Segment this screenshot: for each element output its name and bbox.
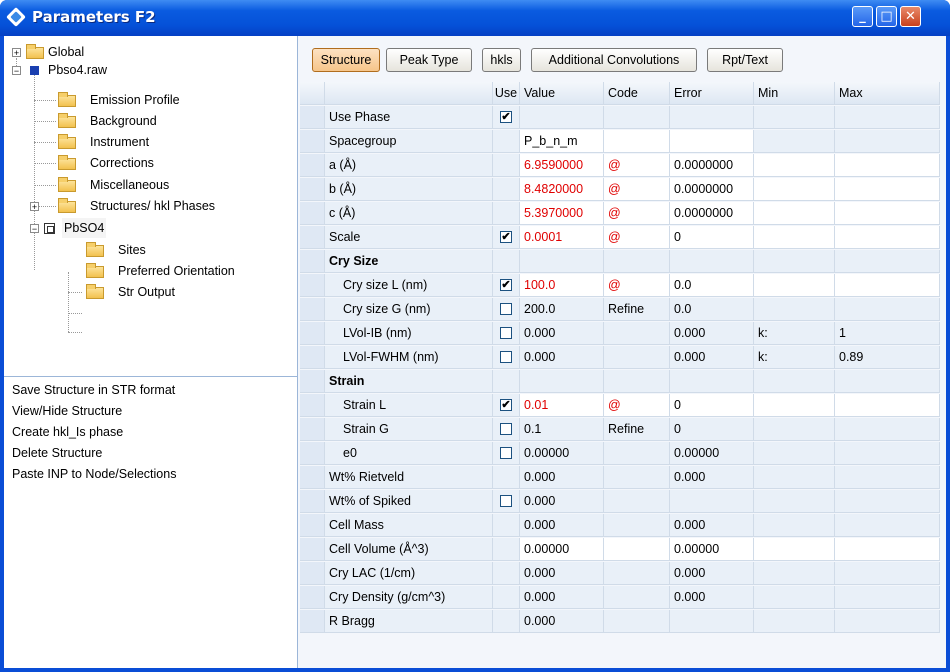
value-cell[interactable]: 200.0 [520, 298, 604, 321]
collapse-icon[interactable]: − [13, 66, 20, 76]
table-row[interactable] [300, 394, 940, 418]
row-header[interactable] [300, 370, 325, 393]
left-pane [4, 36, 298, 668]
expand-icon[interactable]: + [31, 202, 38, 212]
table-row[interactable] [300, 274, 940, 298]
folder-icon [26, 47, 44, 59]
value-cell[interactable]: 6.9590000 [520, 154, 604, 177]
table-row[interactable] [300, 514, 940, 538]
row-header-corner [300, 82, 325, 105]
min-cell[interactable] [754, 226, 835, 249]
right-pane [298, 36, 946, 668]
row-header[interactable] [300, 442, 325, 465]
max-cell[interactable] [835, 610, 940, 633]
maximize-button[interactable]: □ [876, 6, 897, 27]
expand-icon[interactable]: + [13, 48, 20, 58]
param-name: Strain L [325, 394, 493, 417]
row-header[interactable] [300, 106, 325, 129]
value-cell[interactable]: 0.1 [520, 418, 604, 441]
folder-icon [58, 95, 76, 107]
error-cell: 0.000 [670, 562, 754, 585]
app-icon [6, 7, 26, 27]
value-cell[interactable]: 0.000 [520, 346, 604, 369]
table-row[interactable] [300, 586, 940, 610]
max-cell[interactable] [835, 538, 940, 561]
code-cell[interactable] [604, 490, 670, 513]
error-cell: 0.0000000 [670, 154, 754, 177]
code-cell[interactable] [604, 250, 670, 273]
use-cell [493, 466, 520, 489]
row-header[interactable] [300, 538, 325, 561]
max-cell[interactable] [835, 394, 940, 417]
use-checkbox[interactable] [500, 423, 512, 435]
row-header[interactable] [300, 394, 325, 417]
min-cell[interactable] [754, 250, 835, 273]
code-cell[interactable] [604, 106, 670, 129]
close-button[interactable]: ✕ [900, 6, 921, 27]
min-cell[interactable] [754, 490, 835, 513]
code-cell[interactable] [604, 442, 670, 465]
collapse-icon[interactable]: − [31, 224, 38, 234]
action-paste-inp[interactable]: Paste INP to Node/Selections [12, 467, 177, 481]
error-cell [670, 106, 754, 129]
row-header[interactable] [300, 514, 325, 537]
error-cell: 0.00000 [670, 442, 754, 465]
tree-item-corrections[interactable]: Corrections [4, 153, 254, 173]
value-cell[interactable]: 5.3970000 [520, 202, 604, 225]
value-cell[interactable]: 0.01 [520, 394, 604, 417]
folder-icon [58, 116, 76, 128]
error-cell: 0.000 [670, 514, 754, 537]
min-cell[interactable] [754, 394, 835, 417]
error-cell: 0 [670, 394, 754, 417]
min-cell[interactable] [754, 106, 835, 129]
param-name: b (Å) [325, 178, 493, 201]
folder-icon [86, 287, 104, 299]
param-name: Cry Density (g/cm^3) [325, 586, 493, 609]
row-header[interactable] [300, 490, 325, 513]
table-row[interactable] [300, 442, 940, 466]
param-name: Scale [325, 226, 493, 249]
table-row[interactable] [300, 178, 940, 202]
table-row[interactable] [300, 346, 940, 370]
code-cell[interactable]: @ [604, 394, 670, 417]
tab-structure[interactable]: Structure [312, 48, 380, 72]
folder-icon [86, 266, 104, 278]
use-cell [493, 130, 520, 153]
use-cell [493, 562, 520, 585]
param-name: Spacegroup [325, 130, 493, 153]
row-header[interactable] [300, 586, 325, 609]
window-client [4, 36, 946, 668]
row-header[interactable] [300, 226, 325, 249]
row-header[interactable] [300, 130, 325, 153]
table-row[interactable] [300, 370, 940, 394]
value-cell[interactable]: 0.000 [520, 586, 604, 609]
tab-hkls[interactable]: hkls [482, 48, 521, 72]
max-cell[interactable] [835, 298, 940, 321]
use-cell[interactable] [493, 394, 520, 417]
row-header[interactable] [300, 178, 325, 201]
error-cell [670, 250, 754, 273]
tree-view[interactable] [4, 36, 297, 376]
min-cell[interactable] [754, 442, 835, 465]
value-cell[interactable]: 0.000 [520, 466, 604, 489]
table-row[interactable] [300, 490, 940, 514]
max-cell[interactable] [835, 274, 940, 297]
header-max[interactable]: Max [835, 82, 940, 105]
param-name: Use Phase [325, 106, 493, 129]
value-cell[interactable]: 100.0 [520, 274, 604, 297]
grid-header-row [300, 82, 940, 106]
code-cell[interactable] [604, 466, 670, 489]
min-cell[interactable] [754, 370, 835, 393]
code-cell[interactable] [604, 322, 670, 345]
max-cell[interactable] [835, 178, 940, 201]
error-cell: 0.000 [670, 586, 754, 609]
table-row[interactable] [300, 610, 940, 634]
use-cell[interactable] [493, 346, 520, 369]
error-cell: 0.0000000 [670, 202, 754, 225]
folder-icon [58, 137, 76, 149]
tree-item-pbso4[interactable]: − PbSO4 [4, 218, 254, 238]
param-name: Wt% of Spiked [325, 490, 493, 513]
row-header[interactable] [300, 322, 325, 345]
min-cell[interactable] [754, 202, 835, 225]
value-cell[interactable] [520, 250, 604, 273]
action-save-structure[interactable]: Save Structure in STR format [12, 383, 176, 397]
phase-icon [44, 223, 55, 234]
use-cell[interactable] [493, 442, 520, 465]
table-row[interactable] [300, 562, 940, 586]
code-cell[interactable]: @ [604, 274, 670, 297]
code-cell[interactable]: @ [604, 226, 670, 249]
error-cell: 0 [670, 226, 754, 249]
max-cell[interactable] [835, 202, 940, 225]
max-cell[interactable] [835, 130, 940, 153]
value-cell[interactable]: 0.0001 [520, 226, 604, 249]
table-row[interactable] [300, 226, 940, 250]
max-cell[interactable] [835, 154, 940, 177]
folder-icon [86, 245, 104, 257]
folder-icon [58, 180, 76, 192]
min-cell[interactable] [754, 274, 835, 297]
row-header[interactable] [300, 346, 325, 369]
min-cell[interactable] [754, 130, 835, 153]
use-cell[interactable] [493, 322, 520, 345]
value-cell[interactable]: P_b_n_m [520, 130, 604, 153]
tree-item-global[interactable]: + Global [13, 45, 85, 59]
table-row[interactable] [300, 322, 940, 346]
table-row[interactable] [300, 130, 940, 154]
max-cell[interactable] [835, 586, 940, 609]
error-cell: 0.0 [670, 298, 754, 321]
error-cell: 0.00000 [670, 538, 754, 561]
max-cell[interactable] [835, 442, 940, 465]
table-row[interactable] [300, 202, 940, 226]
use-checkbox[interactable]: ✔ [501, 278, 511, 291]
code-cell[interactable]: @ [604, 178, 670, 201]
tree-item-miscellaneous[interactable]: Miscellaneous [4, 175, 254, 195]
error-cell [670, 370, 754, 393]
code-cell[interactable] [604, 586, 670, 609]
use-checkbox[interactable]: ✔ [501, 230, 511, 243]
value-cell[interactable]: 0.00000 [520, 442, 604, 465]
min-cell[interactable]: k: [754, 346, 835, 369]
action-view-hide-structure[interactable]: View/Hide Structure [12, 404, 123, 418]
max-cell[interactable] [835, 490, 940, 513]
use-cell[interactable] [493, 418, 520, 441]
value-cell[interactable]: 0.000 [520, 610, 604, 633]
tree-item-preferred-orientation[interactable]: Preferred Orientation [4, 261, 294, 281]
use-checkbox[interactable] [500, 327, 512, 339]
use-checkbox[interactable] [500, 447, 512, 459]
max-cell[interactable] [835, 226, 940, 249]
value-cell[interactable]: 0.000 [520, 562, 604, 585]
row-header[interactable] [300, 274, 325, 297]
value-cell[interactable]: 8.4820000 [520, 178, 604, 201]
tree-item-instrument[interactable]: Instrument [4, 132, 254, 152]
data-file-icon [30, 66, 39, 75]
tab-additional-convolutions[interactable]: Additional Convolutions [531, 48, 697, 72]
table-row[interactable] [300, 154, 940, 178]
tree-item-background[interactable]: Background [4, 111, 254, 131]
code-cell[interactable] [604, 130, 670, 153]
row-header[interactable] [300, 562, 325, 585]
param-name: R Bragg [325, 610, 493, 633]
max-cell[interactable] [835, 562, 940, 585]
use-checkbox[interactable]: ✔ [501, 398, 511, 411]
param-name: LVol-FWHM (nm) [325, 346, 493, 369]
code-cell[interactable] [604, 370, 670, 393]
pane-splitter[interactable] [4, 376, 297, 377]
action-delete-structure[interactable]: Delete Structure [12, 446, 103, 460]
error-cell: 0.000 [670, 466, 754, 489]
param-name: Cry size L (nm) [325, 274, 493, 297]
use-cell [493, 514, 520, 537]
max-cell[interactable] [835, 106, 940, 129]
code-cell[interactable] [604, 346, 670, 369]
error-cell: 0.000 [670, 322, 754, 345]
min-cell[interactable] [754, 178, 835, 201]
row-header[interactable] [300, 154, 325, 177]
header-value[interactable]: Value [520, 82, 604, 105]
max-cell[interactable] [835, 514, 940, 537]
param-name: c (Å) [325, 202, 493, 225]
error-cell: 0.0 [670, 274, 754, 297]
use-cell[interactable] [493, 226, 520, 249]
param-name: a (Å) [325, 154, 493, 177]
min-cell[interactable] [754, 418, 835, 441]
table-row[interactable] [300, 106, 940, 130]
row-header[interactable] [300, 418, 325, 441]
use-cell [493, 586, 520, 609]
use-cell [493, 538, 520, 561]
use-cell [493, 178, 520, 201]
use-cell [493, 154, 520, 177]
code-cell[interactable]: Refine [604, 418, 670, 441]
window-title: Parameters F2 [32, 8, 156, 26]
error-cell: 0.0000000 [670, 178, 754, 201]
code-cell[interactable] [604, 514, 670, 537]
row-header[interactable] [300, 250, 325, 273]
value-cell[interactable]: 0.000 [520, 514, 604, 537]
header-error[interactable]: Error [670, 82, 754, 105]
min-cell[interactable] [754, 154, 835, 177]
code-cell[interactable] [604, 610, 670, 633]
max-cell[interactable] [835, 466, 940, 489]
max-cell[interactable]: 0.89 [835, 346, 940, 369]
code-cell[interactable]: Refine [604, 298, 670, 321]
min-cell[interactable] [754, 298, 835, 321]
row-header[interactable] [300, 610, 325, 633]
table-row[interactable] [300, 418, 940, 442]
code-cell[interactable]: @ [604, 154, 670, 177]
max-cell[interactable]: 1 [835, 322, 940, 345]
action-create-hkl-phase[interactable]: Create hkl_Is phase [12, 425, 124, 439]
use-checkbox[interactable] [500, 303, 512, 315]
value-cell[interactable]: 0.000 [520, 490, 604, 513]
param-name: Cell Mass [325, 514, 493, 537]
error-cell [670, 610, 754, 633]
tree-item-emission-profile[interactable]: Emission Profile [4, 90, 254, 110]
header-code[interactable]: Code [604, 82, 670, 105]
use-cell[interactable] [493, 490, 520, 513]
value-cell[interactable]: 0.000 [520, 322, 604, 345]
min-cell[interactable] [754, 466, 835, 489]
tree-item-raw-file[interactable]: − Pbso4.raw [13, 63, 108, 77]
header-min[interactable]: Min [754, 82, 835, 105]
param-name: Wt% Rietveld [325, 466, 493, 489]
tree-item-str-output[interactable]: Str Output [4, 282, 254, 302]
use-cell[interactable] [493, 106, 520, 129]
param-name: LVol-IB (nm) [325, 322, 493, 345]
row-header[interactable] [300, 298, 325, 321]
min-cell[interactable] [754, 586, 835, 609]
value-cell[interactable] [520, 370, 604, 393]
tree-item-sites[interactable]: Sites [4, 240, 254, 260]
min-cell[interactable] [754, 562, 835, 585]
table-row[interactable] [300, 298, 940, 322]
error-cell [670, 130, 754, 153]
tab-peak-type[interactable]: Peak Type [386, 48, 472, 72]
use-cell [493, 250, 520, 273]
use-checkbox[interactable] [500, 351, 512, 363]
table-row[interactable] [300, 466, 940, 490]
use-cell [493, 610, 520, 633]
use-cell[interactable] [493, 298, 520, 321]
error-cell: 0 [670, 418, 754, 441]
param-name: e0 [325, 442, 493, 465]
use-cell [493, 202, 520, 225]
use-checkbox[interactable]: ✔ [501, 110, 511, 123]
min-cell[interactable] [754, 610, 835, 633]
row-header[interactable] [300, 202, 325, 225]
param-name: Strain [325, 370, 493, 393]
minimize-button[interactable]: _ [852, 6, 873, 27]
table-row[interactable] [300, 538, 940, 562]
param-name: Cell Volume (Å^3) [325, 538, 493, 561]
min-cell[interactable] [754, 514, 835, 537]
param-name: Cry LAC (1/cm) [325, 562, 493, 585]
code-cell[interactable] [604, 562, 670, 585]
value-cell[interactable] [520, 106, 604, 129]
tab-rpt-text[interactable]: Rpt/Text [707, 48, 783, 72]
param-name: Cry size G (nm) [325, 298, 493, 321]
use-cell[interactable] [493, 274, 520, 297]
header-use[interactable]: Use [493, 82, 520, 105]
code-cell[interactable]: @ [604, 202, 670, 225]
title-bar[interactable] [0, 0, 950, 36]
folder-icon [58, 201, 76, 213]
use-cell [493, 370, 520, 393]
min-cell[interactable] [754, 538, 835, 561]
max-cell[interactable] [835, 250, 940, 273]
max-cell[interactable] [835, 418, 940, 441]
row-header[interactable] [300, 466, 325, 489]
header-name [325, 82, 493, 105]
code-cell[interactable] [604, 538, 670, 561]
table-row[interactable] [300, 250, 940, 274]
value-cell[interactable]: 0.00000 [520, 538, 604, 561]
error-cell: 0.000 [670, 346, 754, 369]
folder-icon [58, 158, 76, 170]
tree-item-structures-hkl-phases[interactable]: + Structures/ hkl Phases [31, 199, 216, 213]
min-cell[interactable]: k: [754, 322, 835, 345]
use-checkbox[interactable] [500, 495, 512, 507]
param-name: Strain G [325, 418, 493, 441]
max-cell[interactable] [835, 370, 940, 393]
param-name: Cry Size [325, 250, 493, 273]
error-cell [670, 490, 754, 513]
